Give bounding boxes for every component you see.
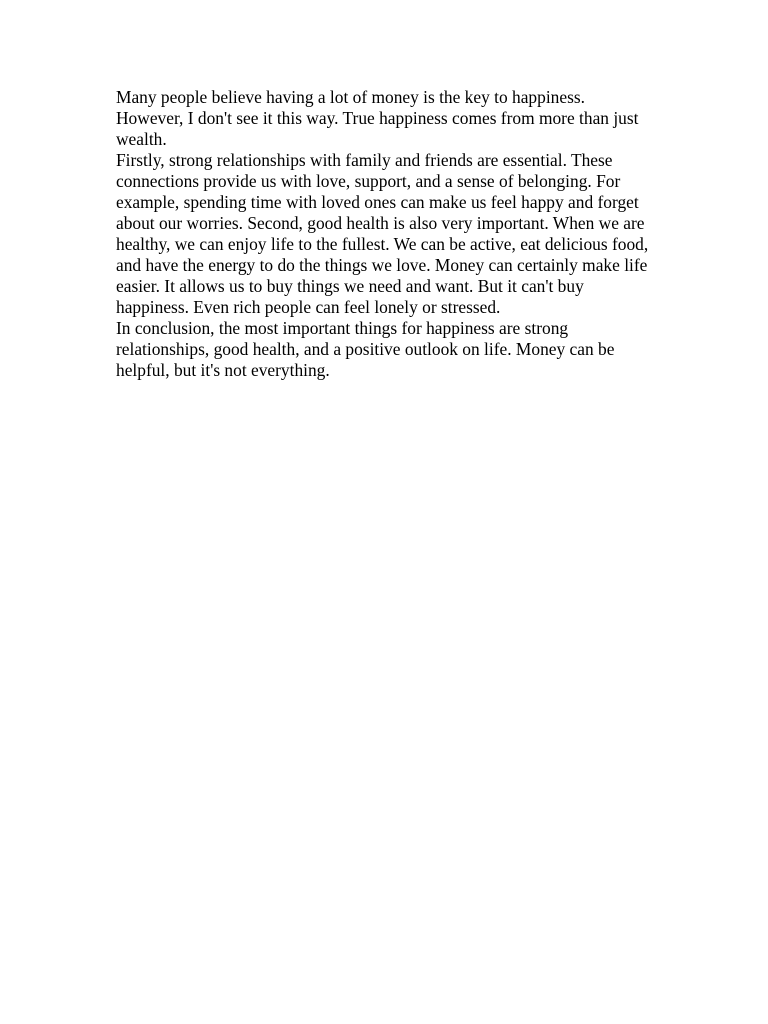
- paragraph-intro: Many people believe having a lot of money is the key to happiness. However, I don't see it this way. True happiness comes from more than just wealth.: [116, 87, 639, 149]
- paragraph-body: Firstly, strong relationships with family and friends are essential. These connections provide us with love, support, and a sense of belonging. For example, spending time with loved ones can make us feel happy and forget about our worries. Second, good health is also very important. When we are healthy, we can enjoy life to the fullest. We can be active, eat delicious food, and have the energy to do the things we love. Money can certainly make life easier. It allows us to buy things we need and want. But it can't buy happiness. Even rich people can feel lonely or stressed.: [116, 150, 649, 317]
- document-body: [116, 87, 656, 381]
- paragraph-conclusion: In conclusion, the most important things for happiness are strong relationships, good health, and a positive outlook on life. Money can be helpful, but it's not everything.: [116, 318, 615, 380]
